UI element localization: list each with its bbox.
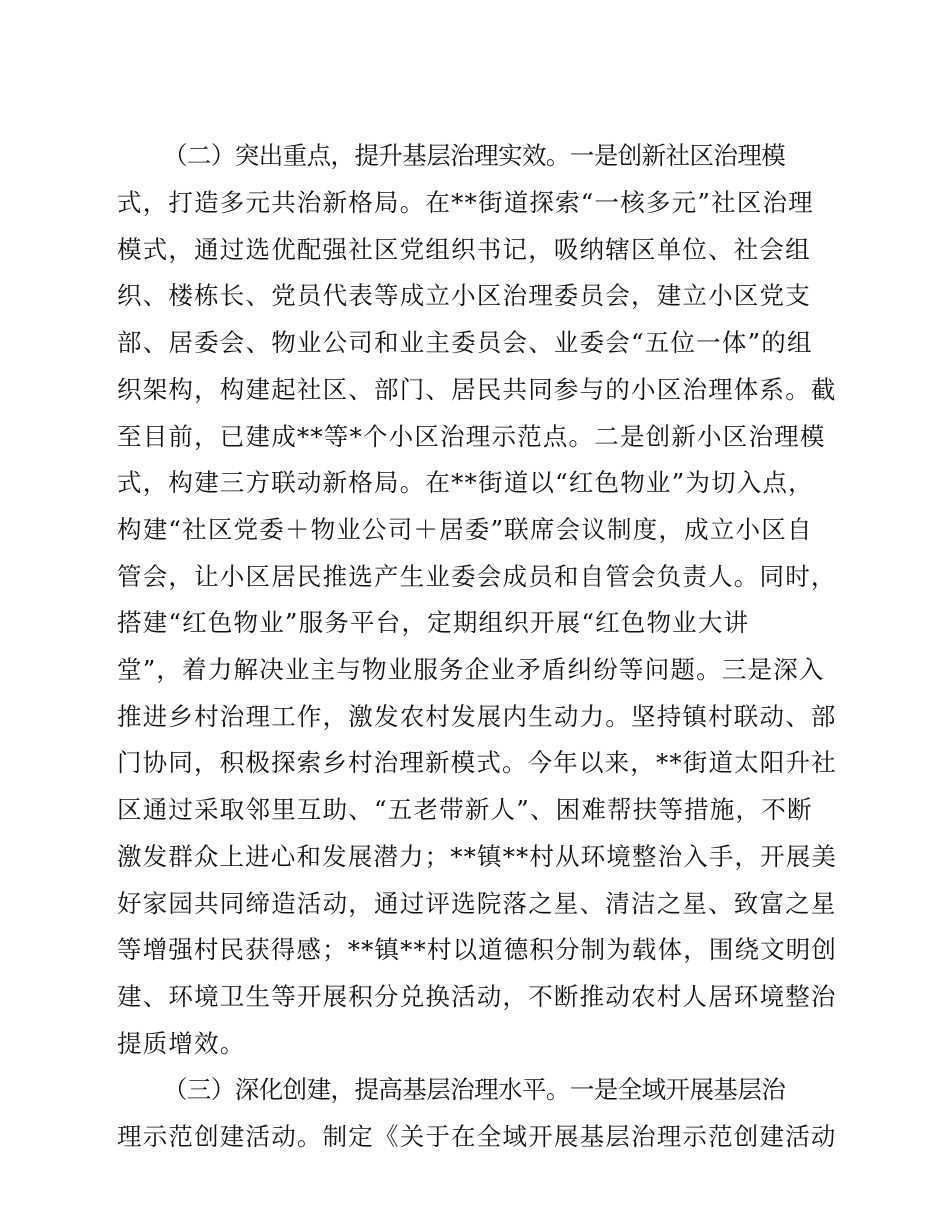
- body-text-line: 堂”，着力解决业主与物业服务企业矛盾纠纷等问题。三是深入: [117, 655, 825, 684]
- body-text-line: 理示范创建活动。制定《关于在全域开展基层治理示范创建活动: [117, 1122, 837, 1151]
- body-text-line: 织、楼栋长、党员代表等成立小区治理委员会，建立小区党支: [117, 281, 811, 310]
- body-text-line: 门协同，积极探索乡村治理新模式。今年以来，**街道太阳升社: [117, 748, 837, 777]
- body-text-line: 模式，通过选优配强社区党组织书记，吸纳辖区单位、社会组: [117, 235, 811, 264]
- body-text-line: 式，构建三方联动新格局。在**街道以“红色物业”为切入点，: [117, 468, 814, 497]
- body-text-line: 区通过采取邻里互助、“五老带新人”、困难帮扶等措施，不断: [117, 795, 813, 824]
- body-text-line: 搭建“红色物业”服务平台，定期组织开展“红色物业大讲: [117, 608, 750, 637]
- body-text-line: 式，打造多元共治新格局。在**街道探索“一核多元”社区治理: [117, 188, 814, 217]
- body-text-line: 建、环境卫生等开展积分兑换活动，不断推动农村人居环境整治: [117, 982, 837, 1011]
- body-text-line: 部、居委会、物业公司和业主委员会、业委会“五位一体”的组: [117, 328, 813, 357]
- paragraph-2-heading-line: （二）突出重点，提升基层治理实效。一是创新社区治理模: [163, 141, 786, 170]
- body-text-line: 推进乡村治理工作，激发农村发展内生动力。坚持镇村联动、部: [117, 702, 837, 731]
- paragraph-3-heading-line: （三）深化创建，提高基层治理水平。一是全域开展基层治: [163, 1075, 786, 1104]
- body-text-line: 激发群众上进心和发展潜力；**镇**村从环境整治入手，开展美: [117, 842, 837, 871]
- body-text-line: 构建“社区党委＋物业公司＋居委”联席会议制度，成立小区自: [117, 515, 813, 544]
- body-text-line: 至目前，已建成**等*个小区治理示范点。二是创新小区治理模: [117, 422, 826, 451]
- body-text-line: 管会，让小区居民推选产生业委会成员和自管会负责人。同时，: [117, 562, 837, 591]
- body-text-line: 织架构，构建起社区、部门、居民共同参与的小区治理体系。截: [117, 375, 837, 404]
- body-text-line: 好家园共同缔造活动，通过评选院落之星、清洁之星、致富之星: [117, 889, 837, 918]
- body-text-line: 提质增效。: [117, 1029, 246, 1058]
- body-text-line: 等增强村民获得感；**镇**村以道德积分制为载体，围绕文明创: [117, 935, 837, 964]
